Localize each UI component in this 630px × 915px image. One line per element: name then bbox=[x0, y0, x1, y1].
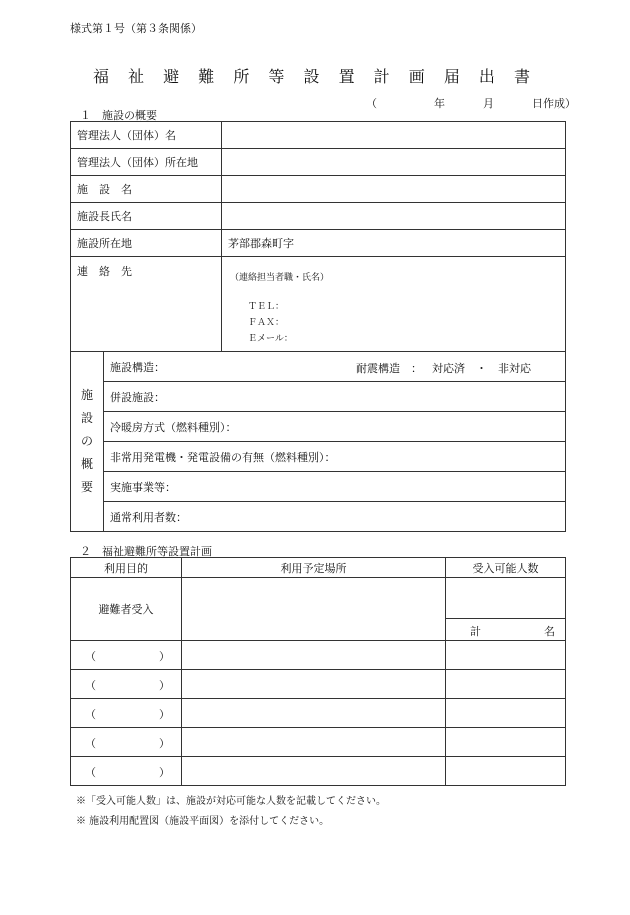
capacity-cell[interactable] bbox=[446, 641, 566, 670]
section1-heading: １ 施設の概要 bbox=[80, 109, 157, 122]
row-corp-address bbox=[71, 149, 566, 176]
location-cell[interactable] bbox=[182, 728, 446, 757]
document-title: 福 祉 避 難 所 等 設 置 計 画 届 出 書 bbox=[92, 67, 538, 86]
label-contact: 連 絡 先 bbox=[71, 257, 222, 352]
paren-open: （ bbox=[85, 737, 96, 750]
purpose-cell[interactable] bbox=[71, 699, 182, 728]
paren-open: （ bbox=[85, 708, 96, 721]
paren-close: ） bbox=[159, 766, 170, 779]
row-facility-name bbox=[71, 176, 566, 203]
location-cell[interactable] bbox=[182, 670, 446, 699]
row-structure bbox=[71, 352, 566, 382]
row-director-name bbox=[71, 203, 566, 230]
overview-vertical-label bbox=[71, 352, 104, 532]
evacuation-plan-table bbox=[70, 557, 566, 786]
vertical-char: の bbox=[80, 434, 93, 448]
header-purpose: 利用目的 bbox=[71, 558, 182, 578]
total-unit: 名 bbox=[544, 625, 555, 638]
header-capacity: 受入可能人数 bbox=[446, 558, 566, 578]
date-day: 日作成） bbox=[532, 97, 576, 110]
generator-cell[interactable]: 非常用発電機・発電設備の有無（燃料種別）： bbox=[104, 442, 566, 472]
date-year: 年 bbox=[434, 97, 445, 110]
paren-open: （ bbox=[85, 679, 96, 692]
evacuee-capacity-cell[interactable] bbox=[446, 578, 566, 619]
structure-cell[interactable] bbox=[104, 352, 566, 382]
plan-header-row bbox=[71, 558, 566, 578]
section2-heading: ２ 福祉避難所等設置計画 bbox=[80, 545, 212, 558]
paren-open: （ bbox=[85, 766, 96, 779]
evacuee-row bbox=[71, 578, 566, 619]
plan-row bbox=[71, 728, 566, 757]
projects-cell[interactable]: 実施事業等： bbox=[104, 472, 566, 502]
adjacent-facility-cell[interactable]: 併設施設： bbox=[104, 382, 566, 412]
paren-close: ） bbox=[159, 650, 170, 663]
plan-row bbox=[71, 757, 566, 786]
location-cell[interactable] bbox=[182, 641, 446, 670]
paren-close: ） bbox=[159, 679, 170, 692]
plan-row bbox=[71, 670, 566, 699]
row-facility-address bbox=[71, 230, 566, 257]
structure-label: 施設構造： bbox=[110, 360, 165, 374]
hvac-cell[interactable]: 冷暖房方式（燃料種別）： bbox=[104, 412, 566, 442]
purpose-cell[interactable] bbox=[71, 757, 182, 786]
row-contact bbox=[71, 257, 566, 352]
header-location: 利用予定場所 bbox=[182, 558, 446, 578]
vertical-char: 要 bbox=[80, 480, 93, 494]
seismic-label: 耐震構造 ： bbox=[356, 362, 422, 375]
fax-label: ＦＡＸ： bbox=[248, 318, 285, 328]
label-facility-name: 施 設 名 bbox=[71, 176, 222, 203]
paren-close: ） bbox=[159, 708, 170, 721]
plan-row bbox=[71, 641, 566, 670]
paren-open: （ bbox=[85, 650, 96, 663]
value-facility-address[interactable]: 茅部郡森町字 bbox=[222, 230, 566, 257]
evacuee-label: 避難者受入 bbox=[71, 578, 182, 641]
row-projects bbox=[71, 472, 566, 502]
tel-label: ＴＥＬ： bbox=[248, 302, 285, 312]
note-layout-attach: ※ 施設利用配置図（施設平面図）を添付してください。 bbox=[76, 816, 330, 827]
value-corp-address[interactable] bbox=[222, 149, 566, 176]
purpose-cell[interactable] bbox=[71, 728, 182, 757]
form-number: 様式第１号（第３条関係） bbox=[70, 22, 202, 35]
contact-person-label: （連絡担当者職・氏名） bbox=[230, 273, 330, 283]
date-month: 月 bbox=[483, 97, 494, 110]
seismic-options[interactable]: 対応済 ・ 非対応 bbox=[432, 362, 531, 375]
capacity-cell[interactable] bbox=[446, 699, 566, 728]
email-label: Ｅメール： bbox=[248, 334, 293, 344]
vertical-char: 施 bbox=[80, 388, 93, 402]
capacity-cell[interactable] bbox=[446, 728, 566, 757]
facility-overview-table bbox=[70, 121, 566, 532]
row-hvac bbox=[71, 412, 566, 442]
date-open: （ bbox=[366, 97, 377, 110]
label-corp-name: 管理法人（団体）名 bbox=[71, 122, 222, 149]
vertical-char: 設 bbox=[80, 411, 93, 425]
evacuee-location-cell[interactable] bbox=[182, 578, 446, 641]
row-corp-name bbox=[71, 122, 566, 149]
users-cell[interactable]: 通常利用者数： bbox=[104, 502, 566, 532]
vertical-char: 概 bbox=[80, 457, 93, 471]
purpose-cell[interactable] bbox=[71, 670, 182, 699]
row-generator bbox=[71, 442, 566, 472]
label-corp-address: 管理法人（団体）所在地 bbox=[71, 149, 222, 176]
plan-row bbox=[71, 699, 566, 728]
row-users bbox=[71, 502, 566, 532]
location-cell[interactable] bbox=[182, 699, 446, 728]
capacity-cell[interactable] bbox=[446, 670, 566, 699]
total-cell[interactable] bbox=[446, 619, 566, 641]
purpose-cell[interactable] bbox=[71, 641, 182, 670]
note-capacity: ※「受入可能人数」は、施設が対応可能な人数を記載してください。 bbox=[76, 796, 386, 807]
value-director-name[interactable] bbox=[222, 203, 566, 230]
location-cell[interactable] bbox=[182, 757, 446, 786]
value-facility-name[interactable] bbox=[222, 176, 566, 203]
row-adjacent bbox=[71, 382, 566, 412]
value-corp-name[interactable] bbox=[222, 122, 566, 149]
label-director-name: 施設長氏名 bbox=[71, 203, 222, 230]
value-contact[interactable] bbox=[222, 257, 566, 352]
label-facility-address: 施設所在地 bbox=[71, 230, 222, 257]
paren-close: ） bbox=[159, 737, 170, 750]
total-label: 計 bbox=[470, 625, 481, 638]
capacity-cell[interactable] bbox=[446, 757, 566, 786]
